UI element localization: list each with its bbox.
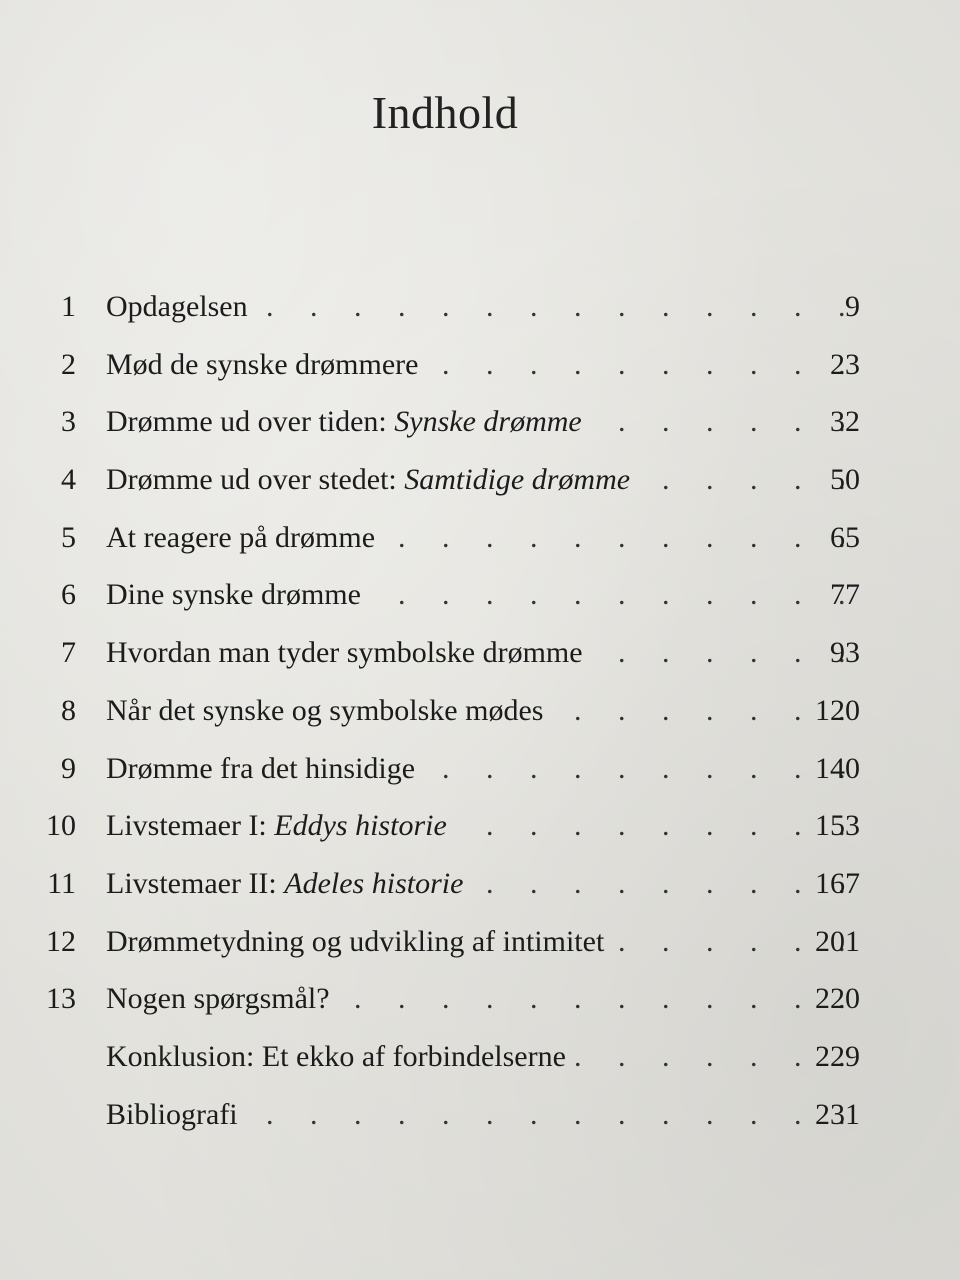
page-number: 167 (815, 866, 860, 900)
toc-entry (0, 917, 960, 975)
page-number: 229 (815, 1039, 860, 1073)
chapter-entry (106, 282, 860, 332)
chapter-title: Drømmetydning og udvikling af intimitet (106, 924, 605, 958)
page-number: 220 (815, 982, 860, 1016)
chapter-entry (106, 340, 860, 390)
chapter-title-italic: Samtidige drømme (404, 463, 631, 497)
chapter-number: 1 (61, 290, 76, 323)
leader-dots (455, 801, 860, 851)
toc-entry (0, 1032, 960, 1090)
chapter-entry (106, 513, 860, 563)
chapter-title: Livstemaer I: Eddys historie (106, 809, 447, 843)
toc-entry (0, 282, 960, 340)
chapter-entry (106, 801, 860, 851)
chapter-number: 4 (61, 463, 76, 497)
page-number: 32 (830, 405, 860, 439)
toc-entry (0, 628, 960, 686)
page-number: 23 (830, 347, 860, 381)
chapter-number: 13 (46, 982, 76, 1016)
chapter-entry (106, 455, 860, 505)
chapter-number: 3 (61, 405, 76, 439)
leader-dots (246, 1090, 860, 1140)
chapter-entry (106, 974, 860, 1024)
table-of-contents (0, 282, 960, 1147)
toc-entry (0, 974, 960, 1032)
chapter-title: Dine synske drømme (106, 578, 361, 612)
chapter-title-italic: Eddys historie (274, 809, 447, 843)
chapter-number: 7 (61, 636, 76, 670)
chapter-number: 5 (61, 520, 76, 554)
page-number: 140 (815, 751, 860, 785)
leader-dots (423, 744, 860, 794)
page-number: 77 (830, 578, 860, 612)
chapter-entry (106, 397, 860, 447)
toc-entry (0, 859, 960, 917)
chapter-entry (106, 628, 860, 678)
page-title: Indhold (371, 87, 519, 138)
chapter-title: Nogen spørgsmål? (106, 982, 330, 1016)
chapter-title: Livstemaer II: Adeles historie (106, 866, 464, 900)
chapter-number: 2 (61, 347, 76, 381)
chapter-entry (106, 917, 860, 967)
toc-entry (0, 513, 960, 571)
page-number: 50 (830, 463, 860, 497)
chapter-entry (106, 744, 860, 794)
chapter-title: Når det synske og symbolske mødes (106, 693, 544, 727)
toc-entry (0, 686, 960, 744)
toc-entry (0, 570, 960, 628)
toc-entry (0, 397, 960, 455)
chapter-number: 6 (61, 578, 76, 612)
leader-dots (551, 686, 860, 736)
page-number: 93 (830, 636, 860, 670)
chapter-title: At reagere på drømme (106, 520, 376, 554)
leader-dots (590, 397, 860, 447)
chapter-entry (106, 686, 860, 736)
toc-entry (0, 801, 960, 859)
page-number: 201 (815, 924, 860, 958)
chapter-title: Drømme ud over tiden: Synske drømme (106, 405, 582, 439)
chapter-title: Konklusion: Et ekko af forbindelserne (106, 1039, 566, 1073)
toc-entry (0, 1090, 960, 1148)
toc-entry (0, 744, 960, 802)
chapter-number: 10 (46, 809, 76, 843)
chapter-number: 9 (61, 751, 76, 785)
chapter-title: Opdagelsen (106, 290, 248, 323)
chapter-number: 11 (47, 866, 76, 900)
leader-dots (369, 570, 860, 620)
page-number: 9 (845, 290, 860, 323)
leader-dots (471, 859, 860, 909)
leader-dots (338, 974, 860, 1024)
toc-entry (0, 455, 960, 513)
chapter-title-italic: Synske drømme (394, 405, 582, 439)
page-number: 153 (815, 809, 860, 843)
chapter-number: 8 (61, 693, 76, 727)
page-number: 231 (815, 1097, 860, 1131)
chapter-title: Drømme ud over stedet: Samtidige drømme (106, 463, 631, 497)
chapter-title: Drømme fra det hinsidige (106, 751, 416, 785)
toc-entry (0, 340, 960, 398)
chapter-entry (106, 1032, 860, 1082)
chapter-entry (106, 859, 860, 909)
leader-dots (591, 628, 860, 678)
leader-dots (383, 513, 860, 563)
chapter-title-italic: Adeles historie (284, 866, 464, 900)
chapter-title: Hvordan man tyder symbolske drømme (106, 636, 583, 670)
leader-dots (256, 282, 860, 332)
chapter-number: 12 (46, 924, 76, 958)
page-number: 120 (815, 693, 860, 727)
page-number: 65 (830, 520, 860, 554)
chapter-title: Bibliografi (106, 1097, 238, 1131)
chapter-entry (106, 570, 860, 620)
chapter-entry (106, 1090, 860, 1140)
leader-dots (638, 455, 860, 505)
chapter-title: Mød de synske drømmere (106, 347, 419, 381)
leader-dots (426, 340, 860, 390)
